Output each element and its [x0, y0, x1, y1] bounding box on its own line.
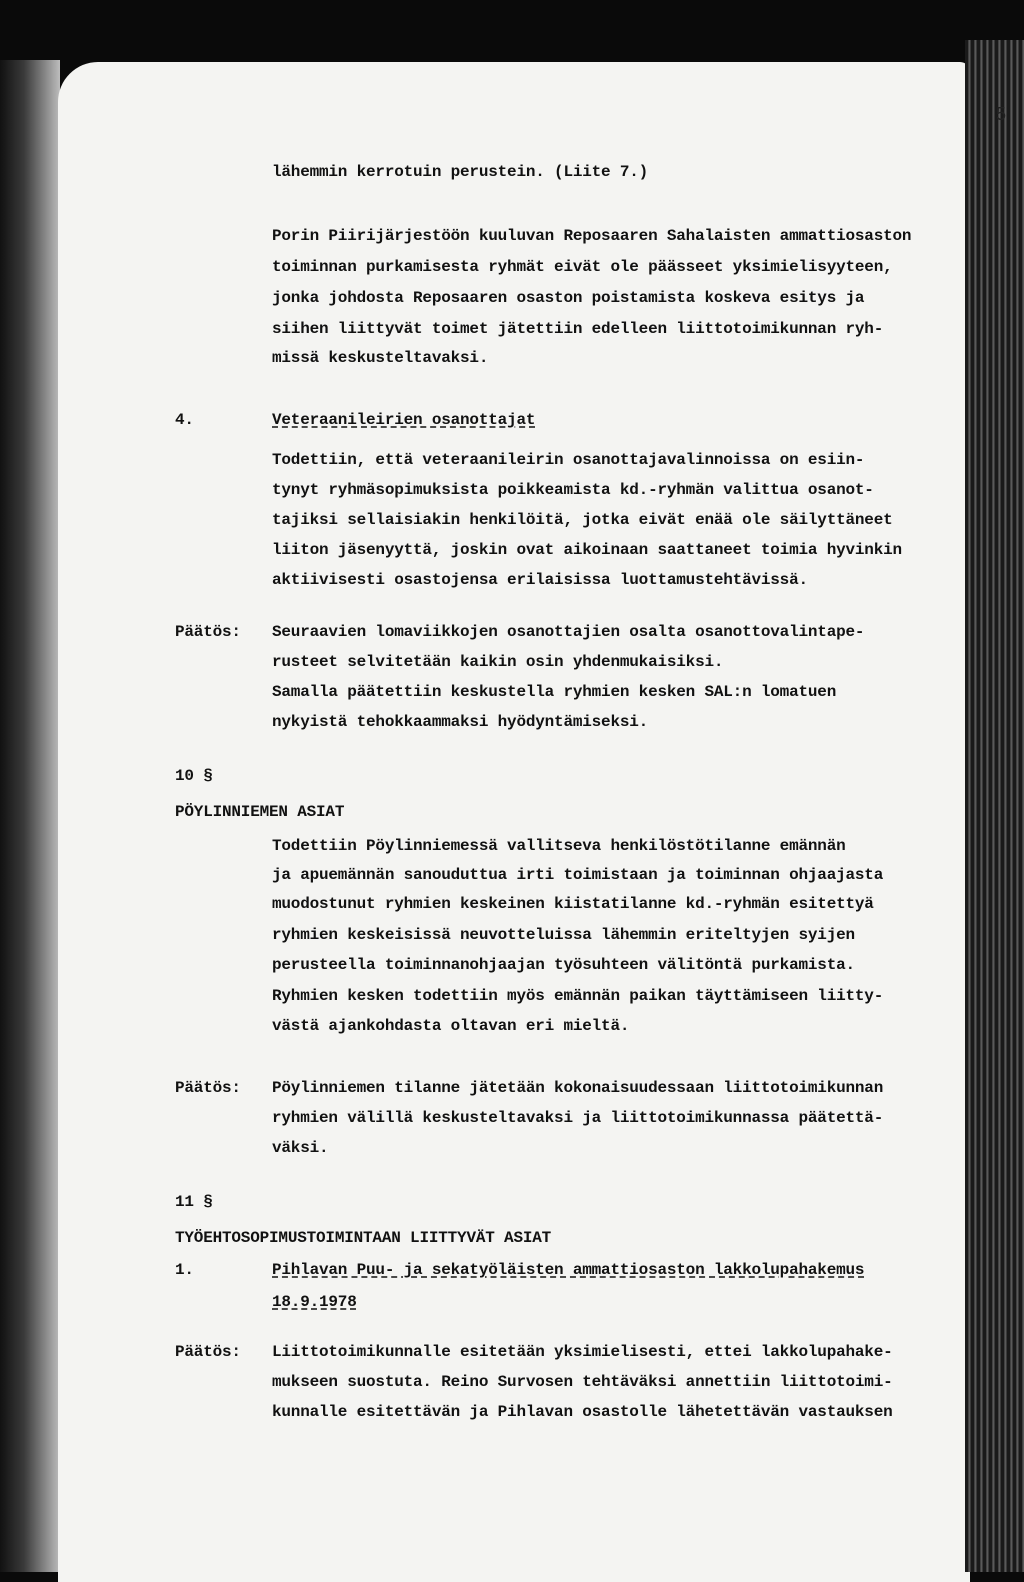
decision-label: Päätös:: [175, 1343, 241, 1361]
text-line: Todettiin Pöylinniemessä vallitseva henkilöstötilanne emännän: [272, 837, 846, 855]
text-line: liiton jäsenyyttä, joskin ovat aikoinaan saattaneet toimia hyvinkin: [272, 541, 902, 559]
text-line: ryhmien välillä keskusteltavaksi ja liittotoimikunnassa päätettä-: [272, 1109, 884, 1127]
text-line: västä ajankohdasta oltavan eri mieltä.: [272, 1017, 630, 1035]
text-line: Porin Piirijärjestöön kuuluvan Reposaaren Sahalaisten ammattiosaston: [272, 227, 912, 245]
text-line: Liittotoimikunnalle esitetään yksimielisesti, ettei lakkolupahake-: [272, 1343, 893, 1361]
text-line: rusteet selvitetään kaikin osin yhdenmukaisiksi.: [272, 653, 724, 671]
text-line: Seuraavien lomaviikkojen osanottajien osalta osanottovalintape-: [272, 623, 865, 641]
text-line: nykyistä tehokkaammaksi hyödyntämiseksi.: [272, 713, 649, 731]
text-line: ryhmien keskeisissä neuvotteluissa lähemmin eriteltyjen syijen: [272, 926, 855, 944]
text-line: Todettiin, että veteraanileirin osanottajavalinnoissa on esiin-: [272, 451, 865, 469]
text-line: mukseen suostuta. Reino Survosen tehtäväksi annettiin liittotoimi-: [272, 1373, 893, 1391]
decision-label: Päätös:: [175, 1079, 241, 1097]
text-line: Ryhmien kesken todettiin myös emännän paikan täyttämiseen liitty-: [272, 987, 884, 1005]
text-line: tajiksi sellaisiakin henkilöitä, jotka eivät enää ole säilyttäneet: [272, 511, 893, 529]
text-line: Pöylinniemen tilanne jätetään kokonaisuudessaan liittotoimikunnan: [272, 1079, 884, 1097]
section-title: TYÖEHTOSOPIMUSTOIMINTAAN LIITTYVÄT ASIAT: [175, 1229, 552, 1247]
text-line: ja apuemännän sanouduttua irti toimistaan ja toiminnan ohjaajasta: [272, 866, 884, 884]
book-binding: [965, 40, 1024, 1572]
section-number: 11 §: [175, 1193, 213, 1211]
text-line: väksi.: [272, 1139, 329, 1157]
item-number: 4.: [175, 411, 194, 429]
item-number: 1.: [175, 1261, 194, 1279]
item-title-date: 18.9.1978: [272, 1293, 357, 1311]
text-line: missä keskusteltavaksi.: [272, 349, 489, 367]
section-title: PÖYLINNIEMEN ASIAT: [175, 803, 345, 821]
text-line: jonka johdosta Reposaaren osaston poistamista koskeva esitys ja: [272, 289, 865, 307]
section-number: 10 §: [175, 767, 213, 785]
text-line: perusteella toiminnanohjaajan työsuhteen välitöntä purkamista.: [272, 956, 855, 974]
intro-line: lähemmin kerrotuin perustein. (Liite 7.): [272, 163, 649, 181]
text-line: Samalla päätettiin keskustella ryhmien kesken SAL:n lomatuen: [272, 683, 837, 701]
text-line: siihen liittyvät toimet jätettiin edelleen liittotoimikunnan ryh-: [272, 320, 884, 338]
decision-label: Päätös:: [175, 623, 241, 641]
text-line: kunnalle esitettävän ja Pihlavan osastolle lähetettävän vastauksen: [272, 1403, 893, 1421]
scan-left-edge: [0, 60, 60, 1572]
page-number: 5: [996, 104, 1007, 124]
text-line: aktiivisesti osastojensa erilaisissa luottamustehtävissä.: [272, 571, 808, 589]
text-line: toiminnan purkamisesta ryhmät eivät ole päässeet yksimielisyyteen,: [272, 258, 893, 276]
text-line: tynyt ryhmäsopimuksista poikkeamista kd.-ryhmän valittua osanot-: [272, 481, 874, 499]
item-title: Veteraanileirien osanottajat: [272, 411, 536, 429]
text-line: muodostunut ryhmien keskeinen kiistatilanne kd.-ryhmän esitettyä: [272, 895, 874, 913]
item-title: Pihlavan Puu- ja sekatyöläisten ammattiosaston lakkolupahakemus: [272, 1261, 865, 1279]
